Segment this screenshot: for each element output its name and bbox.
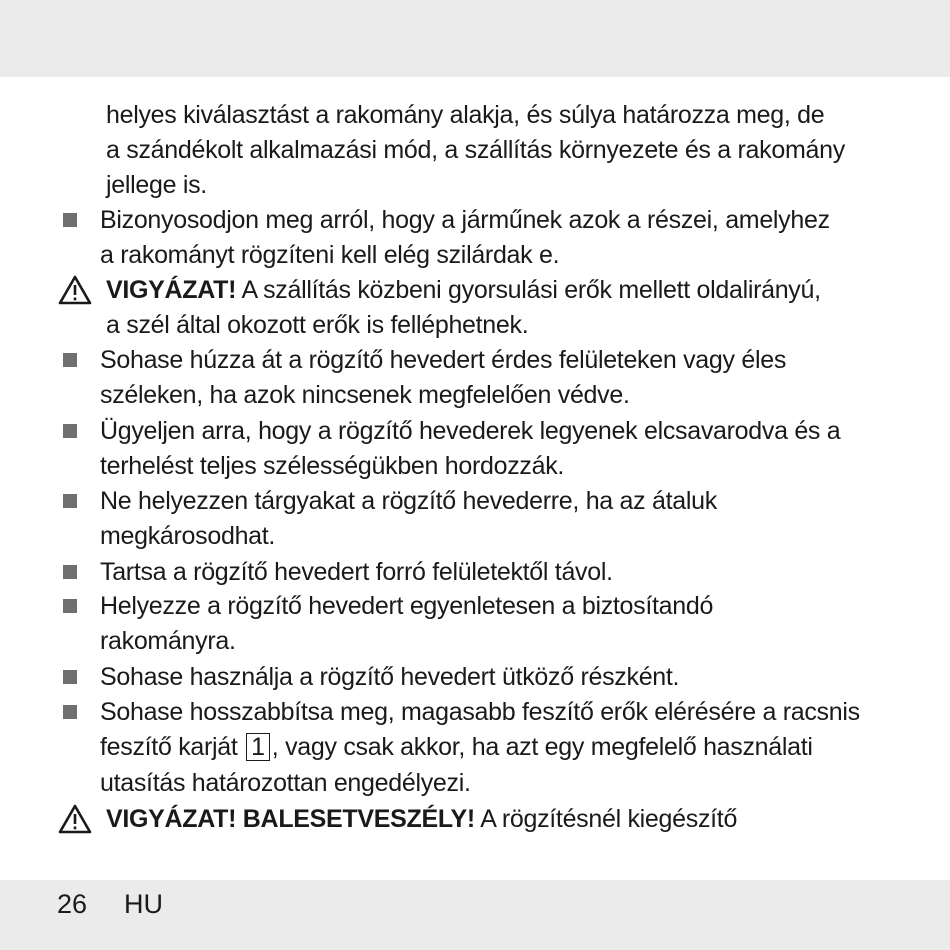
warning-label: VIGYÁZAT! BALESETVESZÉLY! [106,805,475,833]
square-bullet-icon [63,705,77,719]
bullet-text-line: Sohase használja a rögzítő hevedert ütköző részként. [100,663,680,691]
bullet-text-line: széleken, ha azok nincsenek megfelelően védve. [100,381,630,409]
bullet-text-line [100,730,813,765]
bullet-text-line: Sohase húzza át a rögzítő hevedert érdes felületeken vagy éles [100,346,787,374]
square-bullet-icon [63,424,77,438]
header-band [0,0,950,77]
square-bullet-icon [63,353,77,367]
bullet-text-line: Ügyeljen arra, hogy a rögzítő hevederek legyenek elcsavarodva és a [100,417,841,445]
bullet-text-line: Helyezze a rögzítő hevedert egyenletesen a biztosítandó [100,592,714,620]
bullet-text-line: Bizonyosodjon meg arról, hogy a járműnek azok a részei, amelyhez [100,206,830,234]
bullet-text: , vagy csak akkor, ha azt egy megfelelő használati [271,733,813,761]
warning-triangle-icon [58,804,92,834]
bullet-text-line: a rakományt rögzíteni kell elég szilárdak e. [100,241,560,269]
warning-text: A szállítás közbeni gyorsulási erők mellett oldalirányú, [236,276,821,304]
bullet-text-line: terhelést teljes szélességükben hordozzák. [100,452,565,480]
warning-text: A rögzítésnél kiegészítő [474,805,738,833]
bullet-text-line: Tartsa a rögzítő hevedert forró felületektől távol. [100,558,613,586]
warning-text-line: a szél által okozott erők is felléphetnek. [106,311,529,339]
bullet-text: feszítő karját [100,733,245,761]
warning-label: VIGYÁZAT! [106,276,237,304]
square-bullet-icon [63,565,77,579]
page-number: 26 [57,889,88,919]
language-code: HU [124,889,163,919]
warning-triangle-icon [58,275,92,305]
square-bullet-icon [63,670,77,684]
square-bullet-icon [63,213,77,227]
part-reference-box: 1 [246,733,270,761]
warning-line [106,273,821,308]
square-bullet-icon [63,599,77,613]
text-line: jellege is. [106,171,207,199]
bullet-text-line: utasítás határozottan engedélyezi. [100,769,471,797]
bullet-text-line: megkárosodhat. [100,522,276,550]
bullet-text-line: rakományra. [100,627,236,655]
text-line: helyes kiválasztást a rakomány alakja, és súlya határozza meg, de [106,101,825,129]
warning-line [106,802,737,837]
text-line: a szándékolt alkalmazási mód, a szállítás környezete és a rakomány [106,136,845,164]
bullet-text-line: Ne helyezzen tárgyakat a rögzítő hevederre, ha az átaluk [100,487,717,515]
square-bullet-icon [63,494,77,508]
bullet-text-line: Sohase hosszabbítsa meg, magasabb feszítő erők elérésére a racsnis [100,698,860,726]
